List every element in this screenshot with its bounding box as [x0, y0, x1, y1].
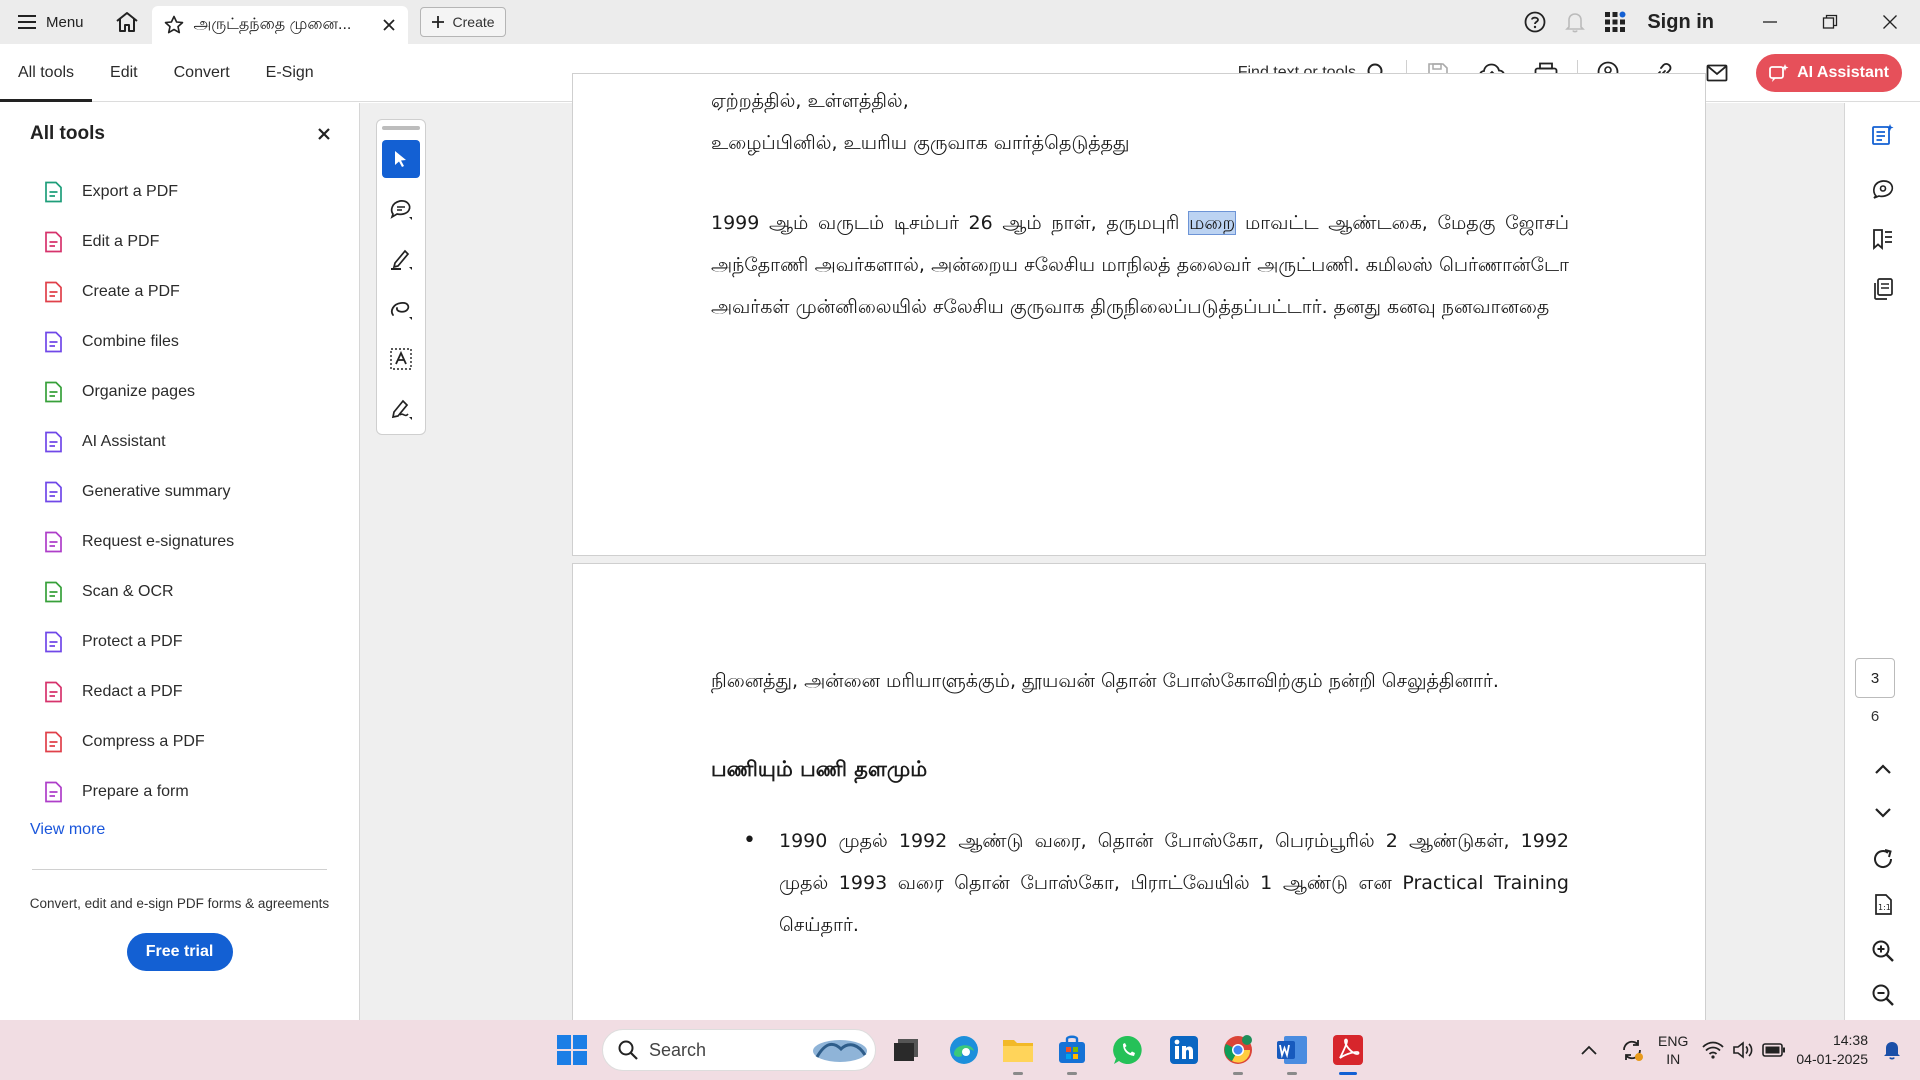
clock-date: 04-01-2025 — [1796, 1051, 1868, 1067]
notifications-button[interactable] — [1555, 0, 1595, 44]
previous-page-button[interactable] — [1867, 753, 1899, 785]
tool-item-generative-summary[interactable] — [0, 467, 359, 517]
tool-item-combine-files[interactable] — [0, 317, 359, 367]
text-box-icon — [389, 347, 413, 371]
input-language-indicator[interactable] — [1658, 1032, 1688, 1068]
ai-sparkle-icon — [1769, 63, 1789, 83]
signature-pen-icon — [389, 397, 413, 421]
tool-item-label: Prepare a form — [82, 783, 189, 800]
volume-icon[interactable] — [1732, 1041, 1754, 1059]
taskbar-linkedin[interactable] — [1166, 1032, 1202, 1068]
highlight-tool-button[interactable] — [382, 240, 420, 278]
document-tab[interactable] — [152, 6, 408, 44]
chevron-up-icon — [1874, 763, 1892, 775]
zoom-out-icon — [1871, 983, 1895, 1007]
close-panel-icon[interactable] — [317, 127, 331, 141]
compress-pdf-icon — [42, 731, 64, 753]
quick-tools-bar — [376, 119, 426, 435]
tab-edit[interactable]: Edit — [110, 63, 138, 81]
chevron-down-icon — [1874, 807, 1892, 819]
running-indicator — [1287, 1072, 1297, 1075]
right-rail — [1844, 103, 1920, 1020]
folder-icon — [1002, 1036, 1034, 1064]
title-right-group — [1515, 0, 1920, 44]
tool-item-label: Compress a PDF — [82, 733, 205, 750]
menu-button[interactable] — [0, 0, 102, 44]
notification-bell-icon[interactable] — [1882, 1039, 1902, 1061]
search-icon — [617, 1039, 639, 1061]
zoom-in-button[interactable] — [1867, 935, 1899, 967]
restore-button[interactable] — [1800, 0, 1860, 44]
rotate-icon — [1871, 847, 1895, 871]
taskbar-acrobat[interactable] — [1330, 1032, 1366, 1068]
redact-pdf-icon — [42, 681, 64, 703]
select-tool-button[interactable] — [382, 140, 420, 178]
taskbar-chrome[interactable] — [1220, 1032, 1256, 1068]
panel-footer-text: Convert, edit and e-sign PDF forms & agreements — [29, 896, 330, 911]
language-code: ENG — [1658, 1033, 1689, 1049]
clock-time: 14:38 — [1832, 1032, 1868, 1048]
tab-all-tools[interactable]: All tools — [0, 44, 92, 102]
acrobat-icon — [1332, 1034, 1364, 1066]
taskbar-store[interactable] — [1054, 1032, 1090, 1068]
generative-summary-icon — [42, 481, 64, 503]
taskbar-clock[interactable] — [1796, 1031, 1868, 1069]
freehand-draw-icon — [389, 297, 413, 321]
close-window-button[interactable] — [1860, 0, 1920, 44]
apps-grid-icon — [1604, 11, 1626, 33]
start-button[interactable] — [556, 1034, 588, 1071]
close-window-icon — [1882, 14, 1898, 30]
store-icon — [1057, 1035, 1087, 1065]
sign-tool-button[interactable] — [382, 390, 420, 428]
ai-assistant-label: AI Assistant — [1797, 64, 1889, 81]
bullet-item: • 1990 முதல் 1992 ஆண்டு வரை, தொன் போஸ்கோ, பெரம்பூரில் 2 ஆண்டுகள், 1992 முதல் 1993 வரை தொன் போஸ்கோ, பிராட்வேயில் 1 ஆண்டு என Practical Training செய்தார். — [711, 820, 1569, 946]
draw-tool-button[interactable] — [382, 290, 420, 328]
section-heading: பணியும் பணி தளமும் — [711, 757, 928, 781]
text-tool-button[interactable] — [382, 340, 420, 378]
help-button[interactable] — [1515, 0, 1555, 44]
plus-icon — [431, 15, 445, 29]
tool-item-ai-assistant[interactable] — [0, 417, 359, 467]
hamburger-icon — [18, 15, 36, 29]
edit-pdf-icon — [42, 231, 64, 253]
running-indicator — [1013, 1072, 1023, 1075]
document-viewer[interactable] — [360, 90, 1844, 1020]
comment-tool-button[interactable] — [382, 190, 420, 228]
page-thumbnails-button[interactable] — [1867, 273, 1899, 305]
home-button[interactable] — [102, 0, 152, 44]
menu-label: Menu — [46, 13, 84, 31]
search-highlight-icon — [811, 1035, 869, 1065]
view-more-link[interactable]: View more — [30, 821, 106, 838]
current-page-input[interactable]: 3 — [1855, 658, 1895, 698]
sync-icon[interactable] — [1620, 1038, 1644, 1062]
battery-icon[interactable] — [1762, 1043, 1786, 1057]
export-pdf-icon — [42, 181, 64, 203]
create-label: Create — [452, 14, 495, 30]
tool-item-compress-a-pdf[interactable] — [0, 717, 359, 767]
tool-item-prepare-a-form[interactable] — [0, 767, 359, 817]
page-paragraph — [711, 202, 1569, 328]
tool-item-protect-a-pdf[interactable] — [0, 617, 359, 667]
star-icon[interactable] — [164, 15, 184, 35]
prepare-form-icon — [42, 781, 64, 803]
taskbar-task-view[interactable] — [888, 1032, 924, 1068]
wifi-icon[interactable] — [1702, 1041, 1724, 1059]
scan-ocr-icon — [42, 581, 64, 603]
help-icon — [1524, 11, 1546, 33]
panel-divider — [32, 869, 327, 870]
create-pdf-icon — [42, 281, 64, 303]
pages-icon — [1871, 277, 1895, 301]
tool-item-edit-a-pdf[interactable] — [0, 217, 359, 267]
zoom-out-button[interactable] — [1867, 979, 1899, 1011]
fit-page-icon — [1871, 893, 1895, 917]
page-paragraph: நினைத்து, அன்னை மரியாளுக்கும், தூயவன் தொன் போஸ்கோவிற்கும் நன்றி செலுத்தினார். — [711, 670, 1499, 692]
linkedin-icon — [1169, 1035, 1199, 1065]
close-tab-icon[interactable] — [382, 18, 396, 32]
tool-item-label: Edit a PDF — [82, 233, 160, 250]
page-text-line: உழைப்பினில், உயரிய குருவாக வார்த்தெடுத்தது — [711, 132, 1130, 154]
paragraph-text: 1999 ஆம் வருடம் டிசம்பர் 26 ஆம் நாள், தருமபுரி — [711, 212, 1190, 234]
ai-assistant-button[interactable] — [1756, 54, 1902, 92]
tool-item-scan-ocr[interactable] — [0, 567, 359, 617]
cursor-icon — [391, 149, 411, 169]
tool-item-label: Combine files — [82, 333, 179, 350]
windows-taskbar — [0, 1020, 1920, 1080]
pdf-page[interactable] — [572, 563, 1706, 1043]
tool-item-label: Redact a PDF — [82, 683, 183, 700]
system-tray — [1580, 1020, 1920, 1080]
comment-icon — [389, 197, 413, 221]
ai-summary-button[interactable] — [1867, 119, 1899, 151]
sign-in-button[interactable]: Sign in — [1647, 10, 1714, 33]
paragraph-text: மாவட்ட ஆண்டகை, மேதகு ஜோசப் அந்தோணி அவர்களால், அன்றைய சலேசிய மாநிலத் தலைவர் அருட்பணி. கமிலஸ் பெர்ணான்டோ அவர்கள் முன்னிலையில் சலேசிய குருவாக திருநிலைப்படுத்தப்பட்டார். தனது கனவு நனவானதை — [711, 212, 1569, 318]
comments-button[interactable] — [1867, 173, 1899, 205]
task-view-icon — [892, 1037, 920, 1063]
organize-pages-icon — [42, 381, 64, 403]
active-indicator — [1339, 1072, 1357, 1075]
tab-esign[interactable]: E-Sign — [265, 63, 314, 81]
ai-assistant-icon — [42, 431, 64, 453]
bell-icon — [1565, 11, 1585, 33]
ai-summary-icon — [1871, 123, 1895, 147]
tool-item-label: Export a PDF — [82, 183, 179, 200]
create-button[interactable] — [420, 7, 506, 37]
protect-pdf-icon — [42, 631, 64, 653]
tool-item-label: AI Assistant — [82, 433, 166, 450]
all-tools-panel — [0, 103, 360, 1020]
taskbar-word[interactable] — [1274, 1032, 1310, 1068]
tool-item-label: Create a PDF — [82, 283, 180, 300]
taskbar-search-placeholder: Search — [649, 1039, 707, 1060]
home-icon — [115, 11, 139, 33]
running-indicator — [1233, 1072, 1243, 1075]
tool-item-export-a-pdf[interactable] — [0, 167, 359, 217]
tool-item-label: Organize pages — [82, 383, 195, 400]
title-bar — [0, 0, 1920, 44]
running-indicator — [1067, 1072, 1077, 1075]
pen-highlight-icon — [389, 247, 413, 271]
word-icon — [1276, 1035, 1308, 1065]
tool-item-organize-pages[interactable] — [0, 367, 359, 417]
taskbar-search[interactable] — [602, 1029, 876, 1071]
taskbar-edge[interactable] — [946, 1032, 982, 1068]
fit-page-button[interactable] — [1867, 889, 1899, 921]
free-trial-button[interactable]: Free trial — [127, 933, 233, 971]
quick-tools-handle[interactable] — [382, 126, 420, 130]
tab-title: அருட்தந்தை முனை... — [193, 16, 352, 33]
tool-list — [0, 167, 359, 817]
chevron-up-icon[interactable] — [1580, 1044, 1598, 1056]
tool-item-label: Request e-signatures — [82, 533, 235, 550]
region-code: IN — [1666, 1051, 1681, 1067]
minimize-icon — [1762, 14, 1778, 30]
taskbar-whatsapp[interactable] — [1110, 1032, 1146, 1068]
combine-files-icon — [42, 331, 64, 353]
tab-convert[interactable]: Convert — [173, 63, 230, 81]
edge-browser-icon — [948, 1034, 980, 1066]
selected-text-highlight[interactable]: மறை — [1189, 212, 1236, 234]
tool-item-request-e-signatures[interactable] — [0, 517, 359, 567]
bookmark-icon — [1871, 227, 1895, 251]
restore-icon — [1822, 14, 1838, 30]
rotate-button[interactable] — [1867, 843, 1899, 875]
bookmarks-button[interactable] — [1867, 223, 1899, 255]
zoom-in-icon — [1871, 939, 1895, 963]
panel-title: All tools — [30, 123, 105, 144]
comment-at-icon — [1871, 177, 1895, 201]
request-esignatures-icon — [42, 531, 64, 553]
svg-text:1:1: 1:1 — [1878, 903, 1891, 912]
chrome-browser-icon — [1222, 1034, 1254, 1066]
next-page-button[interactable] — [1867, 797, 1899, 829]
page-text-line: ஏற்றத்தில், உள்ளத்தில், — [711, 90, 909, 112]
taskbar-file-explorer[interactable] — [1000, 1032, 1036, 1068]
tool-item-create-a-pdf[interactable] — [0, 267, 359, 317]
apps-button[interactable] — [1595, 0, 1635, 44]
pdf-page[interactable] — [572, 73, 1706, 556]
total-pages: 6 — [1870, 708, 1880, 725]
tool-item-label: Protect a PDF — [82, 633, 183, 650]
tool-item-redact-a-pdf[interactable] — [0, 667, 359, 717]
tool-item-label: Generative summary — [82, 483, 231, 500]
minimize-button[interactable] — [1740, 0, 1800, 44]
mail-icon — [1706, 64, 1728, 82]
windows-logo-icon — [556, 1034, 588, 1066]
tool-item-label: Scan & OCR — [82, 583, 174, 600]
whatsapp-icon — [1112, 1034, 1144, 1066]
